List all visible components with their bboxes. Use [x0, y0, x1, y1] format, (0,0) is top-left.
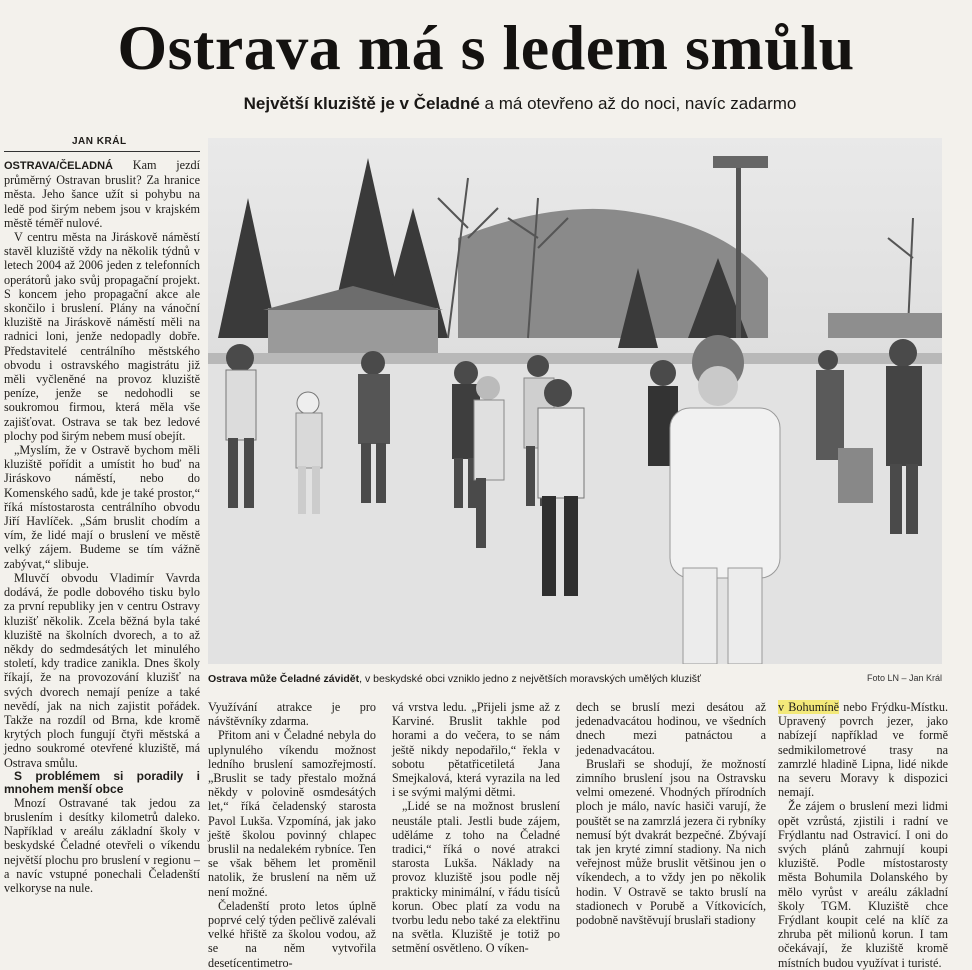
- subhead-rest: a má otevřeno až do noci, navíc zadarmo: [479, 94, 797, 113]
- paragraph: Mnozí Ostravané tak jedou za bruslením i desítky kilometrů daleko. Například v areálu základní školy v beskydské Čeladné otevřeli o víkendu největší plochu pro bruslení v regionu – a navíc vstupné ponechali Čeladenští velkoryse na nule.: [4, 795, 200, 895]
- highlighted-text: v Bohumíně: [778, 700, 840, 714]
- paragraph: Přitom ani v Čeladné nebyla do uplynulého víkendu možnost ledního bruslení samozřejmostí. „Bruslit se tady přestalo možná někdy v polovině osmdesátých let,“ říká čeladenský starosta Pavol Lukša. Vzpomíná, jak jako ještě školou povinný chlapec bruslil na nedalekém rybníce. Ten se však během let proměnil natolik, že bruslení na něm už není možné.: [208, 728, 376, 899]
- caption-text: , v beskydské obci vzniklo jedno z největších moravských umělých kluzišť: [359, 673, 701, 685]
- section-heading: S problémem si poradily i mnohem menší obce: [4, 768, 200, 796]
- photo-caption: [208, 673, 942, 689]
- byline: JAN KRÁL: [72, 136, 127, 147]
- paragraph: dech se bruslí mezi desátou až jedenadvacátou hodinou, ve všedních dnech mezi patnáctou a jedenadvacátou.: [576, 700, 766, 757]
- ice-rink-photo: [208, 138, 942, 664]
- paragraph: Že zájem o bruslení mezi lidmi opět vzrůstá, zjistili i radní ve Frýdlantu nad Ostravicí. I oni do svých plánů zahrnují koupi kluziště. Podle místostarosty města Bohumila Dolanského by mělo vyrůst v areálu základní školy TGM. Kluziště chce Frýdlant koupit celé na klíč za zhruba pět milionů korun. I tam očekávají, že kluziště kromě místních budou využívat i turisté.: [778, 799, 948, 970]
- paragraph: Mluvčí obvodu Vladimír Vavrda dodává, že podle dobového tisku bylo za první republiky jen v centru Ostravy kluzišť několik. Zcela běžná byla také kluziště na školních dvorech, a to až někdy do sedmdesátých let minulého století, kdy tradice zanikla. Dnes školy říkají, že na provozování kluzišť na svých dvorech nemají peníze a také nevědí, jak na nich zajistit pořádek. Takže na rozdíl od Brna, kde kromě krytých ploch fungují čtyři městská a jedno soukromé otevřené kluziště, má Ostrava smůlu.: [4, 570, 200, 770]
- dateline: OSTRAVA/ČELADNÁ: [4, 160, 113, 172]
- paragraph-text: Kam jezdí průměrný Ostravan bruslit? Za hranice města. Jeho šance užít si pohybu na ledě pod širým nebem jsou v krajském městě téměř nulové.: [4, 158, 200, 230]
- headline: Ostrava má s ledem smůlu: [117, 12, 855, 83]
- column-4: [576, 700, 766, 927]
- paragraph: Čeladenští proto letos úplně poprvé celý týden pečlivě zalévali velké hřiště za školou vodou, až se na něm vytvořila desetícentimetro-: [208, 898, 376, 970]
- paragraph: [4, 158, 200, 230]
- photo-credit: Foto LN – Jan Král: [866, 673, 942, 683]
- paragraph: vá vrstva ledu. „Přijeli jsme až z Karviné. Bruslit takhle pod horami a do večera, to se nám ještě nikdy nepodařilo,“ řekla v sobotu pětatřicetiletá Jana Smejkalová, která vyrazila na led i se svými malými dětmi.: [392, 700, 560, 800]
- paragraph: [778, 700, 948, 799]
- column-2: [208, 700, 376, 970]
- paragraph: Využívání atrakce je pro návštěvníky zdarma.: [208, 700, 376, 729]
- column-1: [4, 158, 200, 895]
- column-5: [778, 700, 948, 970]
- paragraph: Bruslaři se shodují, že možností zimního bruslení jsou na Ostravsku velmi omezené. Vhodných přírodních ploch je málo, navíc hasiči varují, že pouštět se na zamrzlá jezera či rybníky nemusí být dvakrát bezpečné. Zbývají tak jen kryté zimní stadiony. Na nich veřejnost může bruslit většinou jen o víkendech, a to vždy jen po několik hodin. V Ostravě se takto bruslí na stadionech v Porubě a Vítkovicích, podobně navštěvují bruslaři stadiony: [576, 756, 766, 928]
- byline-rule: [4, 151, 200, 152]
- news-photo: [208, 138, 942, 664]
- paragraph-text: nebo Frýdku-Místku. Upravený povrch jezer, jako nabízejí například ve formě sedmikilometrové trasy na zamrzlé hladině Lipna, lidé nikde na severu Moravy k dispozici nemají.: [778, 700, 949, 800]
- subhead-bold: Největší kluziště je v Čeladné: [243, 94, 480, 113]
- paragraph: „Lidé se na možnost bruslení neustále ptali. Jestli bude zájem, uděláme z toho na Čeladné tradici,“ říká o nové atrakci starosta Lukša. Náklady na provoz kluziště jsou podle něj prakticky minimální, v řádu tisíců korun. Obec platí za vodu na tvorbu ledu nebo také za elektřinu na světla. Kluziště je totiž po setmění osvětleno. O víken-: [392, 799, 560, 956]
- subheadline: [160, 94, 880, 114]
- paragraph: „Myslím, že v Ostravě bychom měli kluziště pořídit a umístit ho buď na Jiráskovo náměstí, nebo do Komenského sadů, kde je také prostor,“ říká místostarosta centrálního obvodu Jiří Havlíček. „Sám bruslit chodím a vím, že lidé mají o bruslení ve městě velký zájem. Budeme se tím vážně zabývat,“ slibuje.: [4, 443, 200, 571]
- caption-lead: Ostrava může Čeladné závidět: [208, 673, 360, 685]
- column-3: [392, 700, 560, 956]
- paragraph: V centru města na Jiráskově náměstí stavěl kluziště vždy na několik týdnů v letech 2004 až 2006 jeden z telefonních operátorů jako svůj propagační projekt. S koncem jeho propagační akce ale skončilo i bruslení. Plány na vánoční kluziště na Jiráskově náměstí měli na radnici loni, jenže nedopadly dobře. Představitelé centrálního městského obvodu i ostravského magistrátu již měli vyčleněné na provoz kluziště peníze, jenže se nedohodli se soukromou firmou, která měla vše zajišťovat. Ostrava se tak bez ledové plochy pod širým nebem musí obejít.: [4, 230, 200, 443]
